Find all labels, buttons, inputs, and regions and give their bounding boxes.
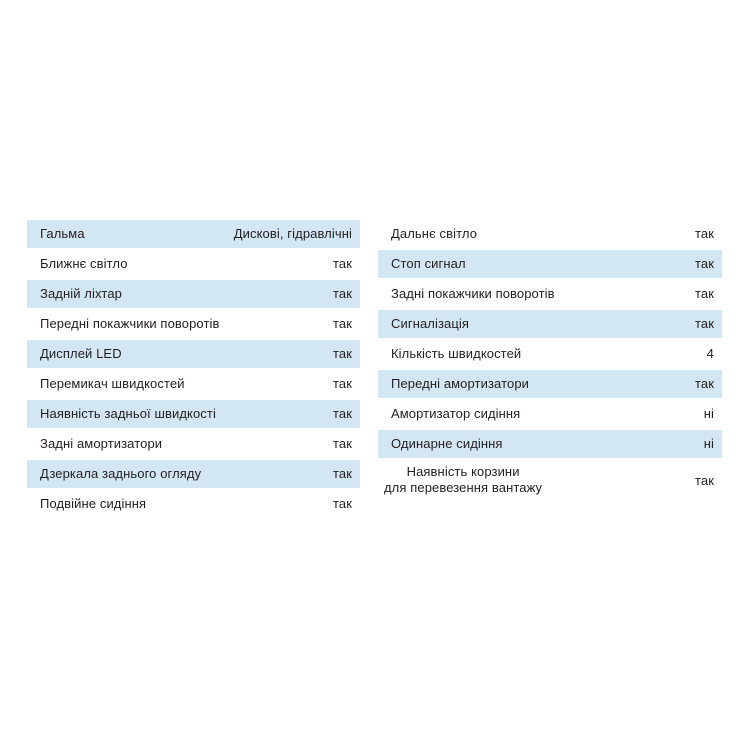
spec-label: [384, 464, 542, 496]
spec-row-brakes: [27, 220, 360, 248]
spec-value: так: [694, 286, 714, 301]
spec-label: Кількість швидкостей: [391, 346, 522, 361]
spec-label: Задні амортизатори: [40, 436, 163, 451]
spec-value: Дискові, гідравлічні: [233, 226, 352, 241]
spec-value: так: [694, 226, 714, 241]
spec-value: ні: [703, 436, 714, 451]
spec-label: Сигналізація: [391, 316, 470, 331]
spec-label-line1: Наявність корзини: [406, 464, 520, 479]
spec-value: так: [332, 346, 352, 361]
spec-value: так: [332, 286, 352, 301]
spec-row-low-beam: [27, 250, 360, 278]
spec-label: Дисплей LED: [40, 346, 122, 361]
spec-row-gear-switch: [27, 370, 360, 398]
spec-row-double-seat: [27, 490, 360, 518]
spec-value: так: [332, 376, 352, 391]
spec-label: Передні покажчики поворотів: [40, 316, 220, 331]
spec-label: Дзеркала заднього огляду: [40, 466, 202, 481]
spec-label-line2: для перевезення вантажу: [384, 480, 543, 495]
spec-value: так: [332, 436, 352, 451]
spec-label: Гальма: [40, 226, 85, 241]
spec-label: Подвійне сидіння: [40, 496, 147, 511]
spec-label: Задні покажчики поворотів: [391, 286, 555, 301]
spec-row-rear-shocks: [27, 430, 360, 458]
spec-row-single-seat: [378, 430, 722, 458]
spec-label: Дальнє світло: [391, 226, 478, 241]
spec-value: так: [332, 496, 352, 511]
spec-row-seat-shock: [378, 400, 722, 428]
spec-row-alarm: [378, 310, 722, 338]
spec-label: Стоп сигнал: [391, 256, 466, 271]
spec-row-reverse-gear: [27, 400, 360, 428]
spec-label: Перемикач швидкостей: [40, 376, 185, 391]
spec-row-gear-count: [378, 340, 722, 368]
spec-value: так: [694, 376, 714, 391]
spec-row-front-turn-signals: [27, 310, 360, 338]
spec-label: Одинарне сидіння: [391, 436, 503, 451]
spec-label: Амортизатор сидіння: [391, 406, 521, 421]
spec-value: так: [694, 473, 714, 488]
spec-value: так: [332, 316, 352, 331]
spec-value: так: [694, 316, 714, 331]
spec-label: Ближнє світло: [40, 256, 128, 271]
spec-row-tail-light: [27, 280, 360, 308]
spec-table-left: [27, 220, 360, 520]
spec-value: так: [332, 466, 352, 481]
spec-value: ні: [703, 406, 714, 421]
spec-row-high-beam: [378, 220, 722, 248]
spec-row-brake-light: [378, 250, 722, 278]
spec-row-led-display: [27, 340, 360, 368]
spec-label: Передні амортизатори: [391, 376, 530, 391]
spec-row-rear-turn-signals: [378, 280, 722, 308]
spec-value: так: [332, 256, 352, 271]
spec-table-right: [378, 220, 722, 504]
spec-value: так: [694, 256, 714, 271]
spec-label: Наявність задньої швидкості: [40, 406, 216, 421]
spec-value: так: [332, 406, 352, 421]
spec-row-rear-mirrors: [27, 460, 360, 488]
spec-label: Задній ліхтар: [40, 286, 123, 301]
spec-value: 4: [706, 346, 714, 361]
spec-row-front-shocks: [378, 370, 722, 398]
spec-row-cargo-basket: [378, 460, 722, 502]
